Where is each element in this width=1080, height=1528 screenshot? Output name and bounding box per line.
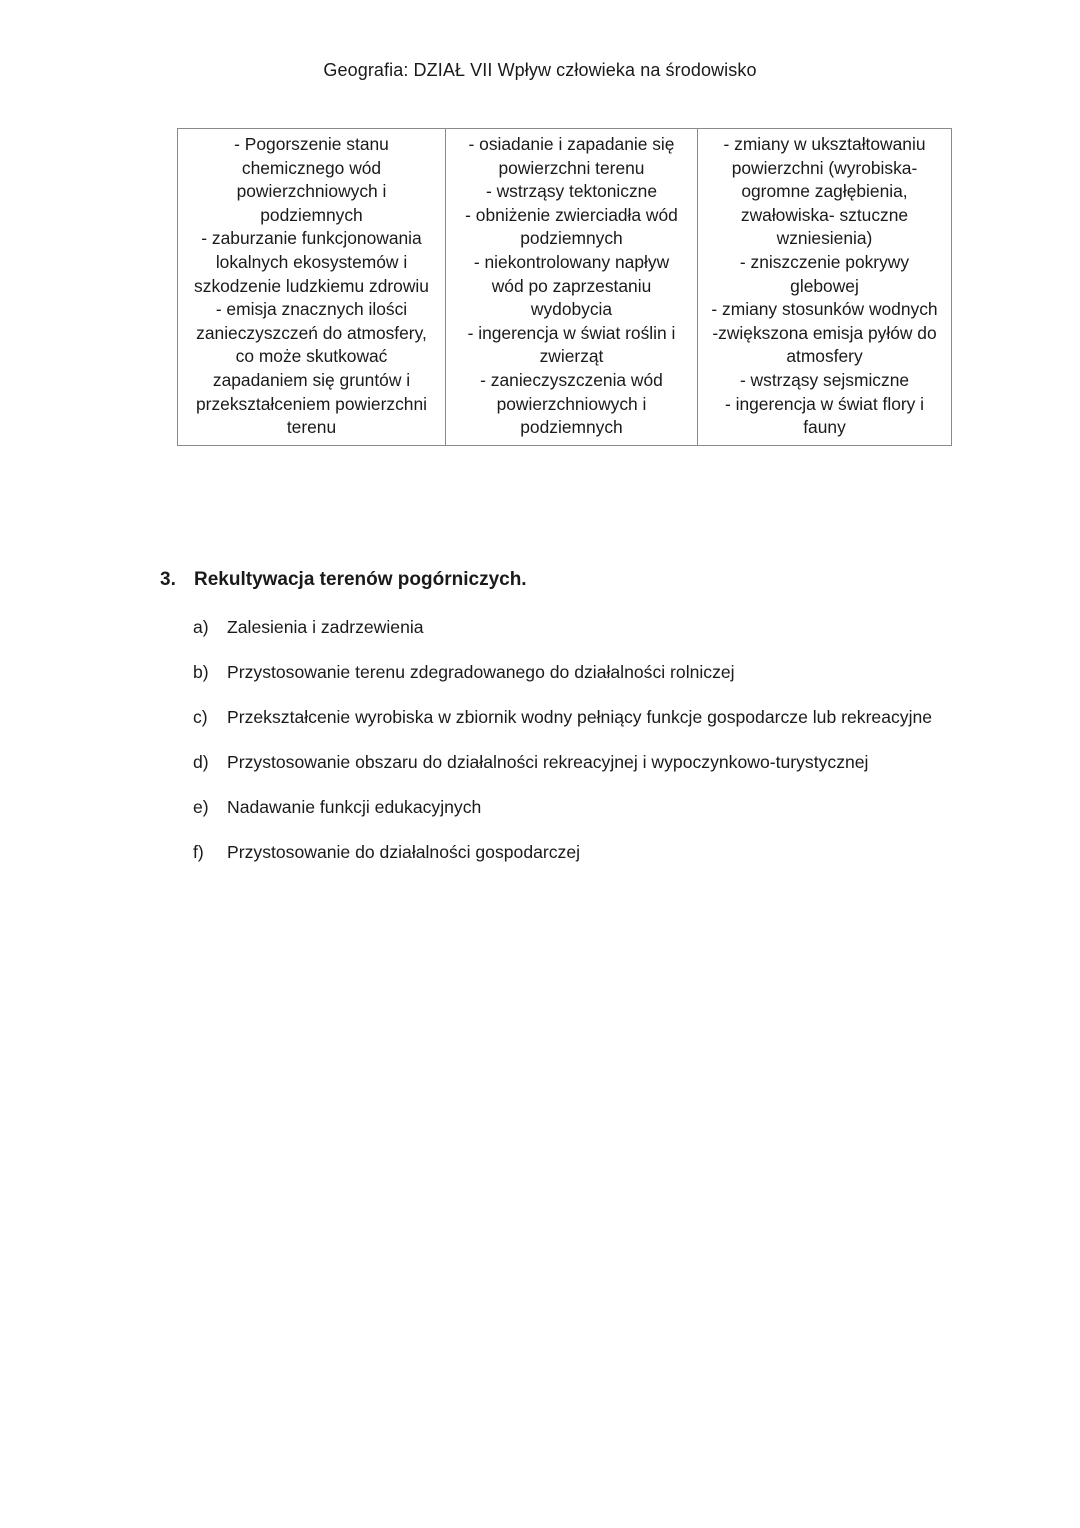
cell-line: powierzchniowych i (496, 393, 647, 414)
mining-impact-table (177, 128, 952, 446)
cell-line: - zaburzanie funkcjonowania (201, 228, 422, 249)
cell-line: podziemnych (520, 228, 623, 249)
cell-line: powierzchni (wyrobiska- (731, 157, 918, 178)
cell-line: - niekontrolowany napływ (473, 251, 670, 272)
cell-line: - osiadanie i zapadanie się (468, 134, 675, 154)
cell-line: powierzchniowych i (236, 181, 387, 202)
cell-line: - wstrząsy tektoniczne (485, 181, 658, 202)
table-cell-column-1 (178, 129, 446, 446)
cell-line: wód po zaprzestaniu (491, 275, 652, 296)
cell-line: - zmiany w ukształtowaniu (723, 134, 926, 154)
list-marker: f) (193, 842, 204, 862)
cell-line: - zmiany stosunków wodnych (711, 299, 938, 320)
list-marker: e) (193, 797, 209, 817)
cell-line: lokalnych ekosystemów i (215, 251, 408, 272)
table-cell-column-2 (446, 129, 698, 446)
cell-line: - zanieczyszczenia wód (480, 369, 663, 390)
reclamation-list (193, 614, 953, 884)
cell-line: wydobycia (530, 299, 613, 320)
cell-line: przekształceniem powierzchni (195, 393, 427, 414)
cell-line: - zniszczenie pokrywy (739, 251, 910, 272)
list-item (193, 704, 953, 730)
section-number: 3. (160, 569, 176, 590)
cell-line: atmosfery (786, 346, 863, 367)
list-item (193, 659, 953, 685)
list-item-text: Przystosowanie obszaru do działalności rekreacyjnej i wypoczynkowo-turystycznej (227, 752, 869, 772)
list-item-text: Zalesienia i zadrzewienia (227, 617, 424, 637)
cell-line: podziemnych (520, 417, 623, 438)
list-item-text: Przystosowanie do działalności gospodarczej (227, 842, 581, 862)
list-item-text: Przystosowanie terenu zdegradowanego do działalności rolniczej (227, 662, 735, 682)
cell-line: wzniesienia) (776, 228, 873, 249)
section-heading (160, 569, 527, 591)
list-marker: d) (193, 752, 209, 772)
cell-line: - wstrząsy sejsmiczne (739, 369, 910, 390)
cell-line: - ingerencja w świat flory i (724, 393, 925, 414)
cell-line: zapadaniem się gruntów i (212, 369, 411, 390)
list-item-text: Przekształcenie wyrobiska w zbiornik wodny pełniący funkcje gospodarcze lub rekreacyjne (227, 707, 933, 727)
list-item-text: Nadawanie funkcji edukacyjnych (227, 797, 482, 817)
cell-line: glebowej (790, 275, 859, 296)
list-item (193, 749, 953, 775)
cell-line: - obniżenie zwierciadła wód (465, 204, 678, 225)
cell-line: terenu (286, 417, 337, 438)
table-cell-column-3 (698, 129, 952, 446)
cell-line: - ingerencja w świat roślin i (467, 322, 676, 343)
cell-line: - Pogorszenie stanu (234, 134, 389, 154)
cell-line: powierzchni terenu (498, 157, 645, 178)
cell-line: zanieczyszczeń do atmosfery, (196, 322, 427, 343)
cell-line: zwierząt (539, 346, 604, 367)
list-item (193, 794, 953, 820)
cell-line: podziemnych (260, 204, 363, 225)
list-marker: a) (193, 617, 209, 637)
list-item (193, 614, 953, 640)
cell-line: ogromne zagłębienia, (741, 181, 908, 202)
list-marker: c) (193, 707, 208, 727)
page-header: Geografia: DZIAŁ VII Wpływ człowieka na środowisko (323, 60, 757, 80)
list-item (193, 839, 953, 865)
list-marker: b) (193, 662, 209, 682)
cell-line: co może skutkować (235, 346, 388, 367)
cell-line: -zwiększona emisja pyłów do (712, 322, 937, 343)
cell-line: chemicznego wód (241, 157, 382, 178)
section-title: Rekultywacja terenów pogórniczych. (194, 569, 527, 590)
cell-line: fauny (803, 417, 846, 438)
table-row (178, 129, 952, 446)
cell-line: zwałowiska- sztuczne (740, 204, 909, 225)
cell-line: - emisja znacznych ilości (215, 299, 408, 320)
cell-line: szkodzenie ludzkiemu zdrowiu (194, 275, 429, 296)
